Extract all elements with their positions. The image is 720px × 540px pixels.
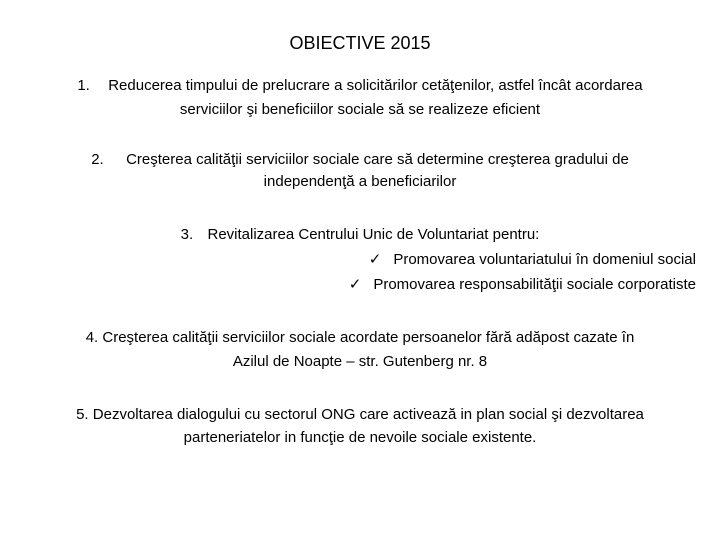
objective-3-line-1 — [0, 225, 720, 245]
objective-4-text-1: Creşterea calităţii serviciilor sociale acordate persoanelor fără adăpost cazate în — [102, 329, 635, 346]
objective-3-bullet-2 — [0, 275, 696, 295]
objective-2-text-1: Creşterea calităţii serviciilor sociale care să determine creşterea gradului de — [126, 151, 629, 168]
objective-4-line-1 — [0, 328, 720, 348]
objective-3-bullet-1-text: Promovarea voluntariatului în domeniul social — [393, 251, 696, 268]
objective-2-text-2: independenţă a beneficiarilor — [263, 173, 457, 190]
objective-1-text-1: Reducerea timpului de prelucrare a solicitărilor cetăţenilor, astfel încât acordarea — [108, 77, 643, 94]
objective-2-number: 2. — [91, 151, 104, 168]
objective-4-text-2: Azilul de Noapte – str. Gutenberg nr. 8 — [232, 353, 488, 370]
objective-3-bullet-1 — [0, 250, 696, 270]
objective-5-line-1 — [0, 405, 720, 425]
objective-1-number: 1. — [77, 77, 90, 94]
objective-1-line-1 — [0, 76, 720, 96]
objective-4-number: 4. — [85, 329, 99, 346]
objective-3-text-1: Revitalizarea Centrului Unic de Voluntariat pentru: — [207, 226, 540, 243]
objective-2-line-1 — [0, 150, 720, 170]
objective-5-number: 5. — [76, 406, 89, 423]
objective-5-text-2: parteneriatelor in funcţie de nevoile sociale existente. — [183, 429, 537, 446]
objective-3-number: 3. — [180, 226, 194, 243]
checkmark-icon: ✓ — [368, 251, 382, 268]
page-title: OBIECTIVE 2015 — [289, 33, 431, 53]
objective-5-text-1: Dezvoltarea dialogului cu sectorul ONG care activează in plan social şi dezvoltarea — [92, 406, 644, 423]
objective-3-bullet-2-text: Promovarea responsabilităţii sociale corporatiste — [373, 276, 696, 293]
objective-1-text-2: serviciilor şi beneficiilor sociale să se realizeze eficient — [179, 101, 541, 118]
checkmark-icon: ✓ — [348, 276, 362, 293]
